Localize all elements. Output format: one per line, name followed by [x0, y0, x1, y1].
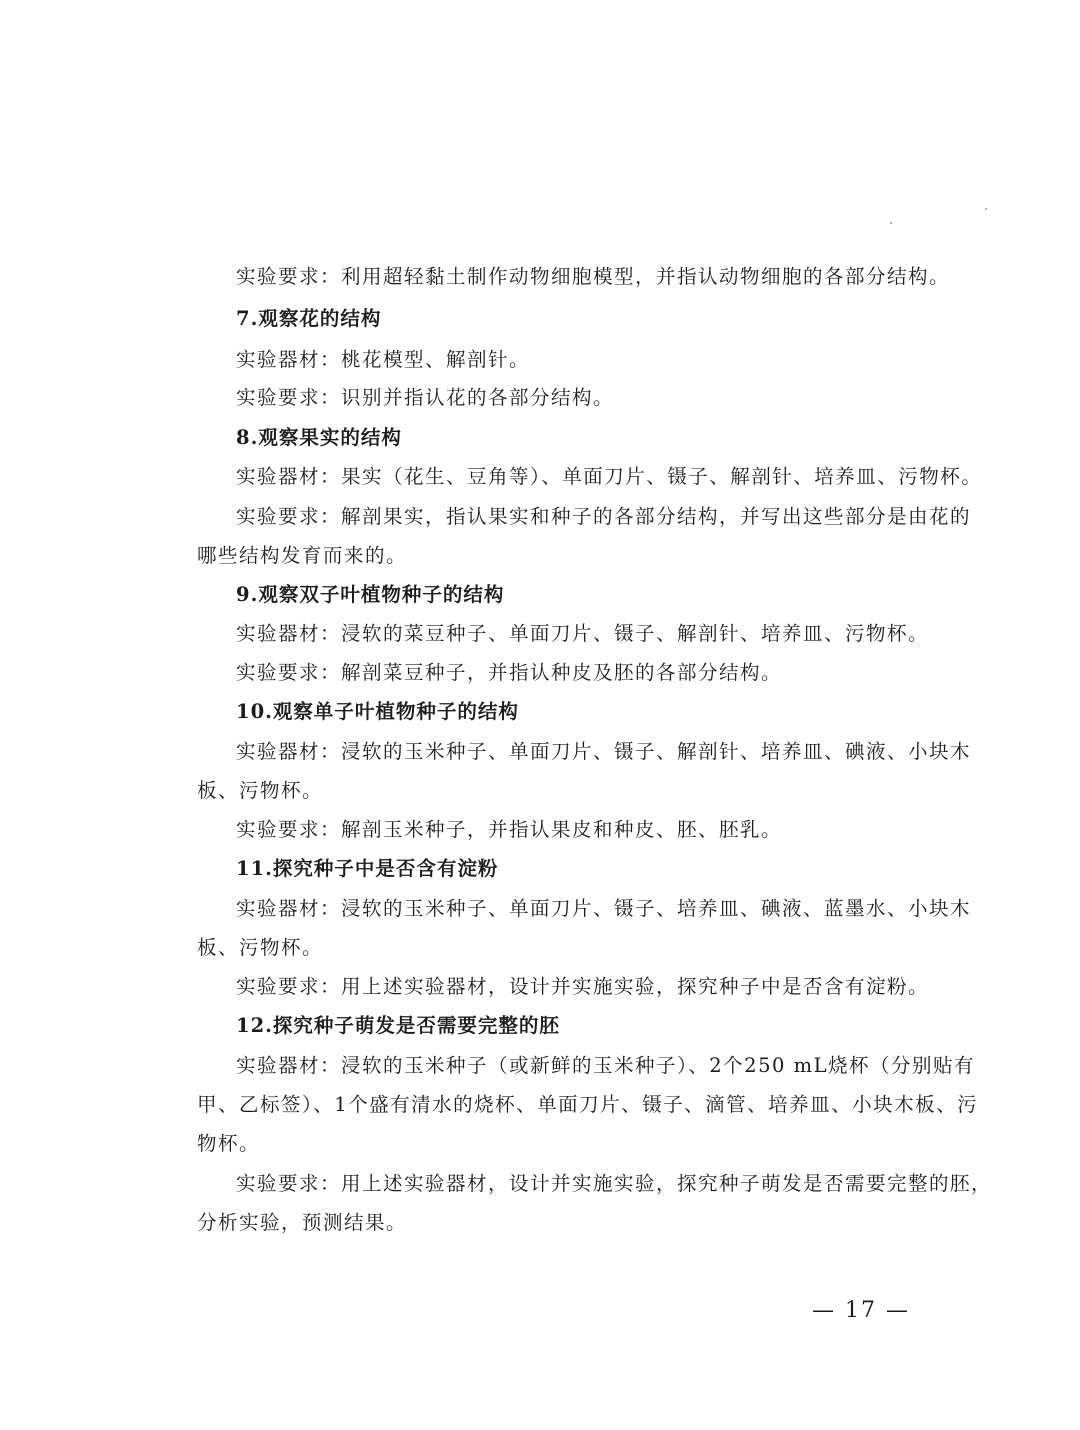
- requirement-line: 实验要求：解剖果实，指认果实和种子的各部分结构，并写出这些部分是由花的: [236, 505, 972, 528]
- materials-continuation: 物杯。: [197, 1132, 261, 1155]
- requirement-continuation: 分析实验，预测结果。: [197, 1211, 408, 1234]
- materials-continuation: 板、污物杯。: [197, 779, 324, 802]
- section-heading: 11.探究种子中是否含有淀粉: [236, 857, 499, 880]
- section-heading: 8.观察果实的结构: [236, 426, 402, 449]
- requirement-line: 实验要求：解剖玉米种子，并指认果皮和种皮、胚、胚乳。: [236, 818, 783, 841]
- materials-line: 实验器材：浸软的玉米种子（或新鲜的玉米种子）、2个250 mL烧杯（分别贴有: [236, 1054, 976, 1077]
- requirement-line: 实验要求：利用超轻黏土制作动物细胞模型，并指认动物细胞的各部分结构。: [236, 265, 951, 288]
- requirement-line: 实验要求：识别并指认花的各部分结构。: [236, 386, 615, 409]
- materials-line: 实验器材：桃花模型、解剖针。: [236, 348, 531, 371]
- section-heading: 10.观察单子叶植物种子的结构: [236, 700, 519, 723]
- scan-speck: [890, 222, 892, 224]
- section-heading: 9.观察双子叶植物种子的结构: [236, 583, 505, 606]
- materials-continuation: 板、污物杯。: [197, 936, 324, 959]
- materials-line: 实验器材：浸软的玉米种子、单面刀片、镊子、解剖针、培养皿、碘液、小块木: [236, 740, 972, 763]
- materials-line: 实验器材：浸软的玉米种子、单面刀片、镊子、培养皿、碘液、蓝墨水、小块木: [236, 897, 972, 920]
- section-heading: 7.观察花的结构: [236, 307, 382, 330]
- requirement-line: 实验要求：用上述实验器材，设计并实施实验，探究种子中是否含有淀粉。: [236, 975, 930, 998]
- requirement-line: 实验要求：用上述实验器材，设计并实施实验，探究种子萌发是否需要完整的胚，: [236, 1172, 993, 1195]
- section-heading: 12.探究种子萌发是否需要完整的胚: [236, 1014, 560, 1037]
- requirement-continuation: 哪些结构发育而来的。: [197, 544, 408, 567]
- scan-speck: [985, 208, 987, 210]
- materials-line: 实验器材：果实（花生、豆角等）、单面刀片、镊子、解剖针、培养皿、污物杯。: [236, 465, 983, 488]
- requirement-line: 实验要求：解剖菜豆种子，并指认种皮及胚的各部分结构。: [236, 661, 783, 684]
- page-number: — 17 —: [812, 1298, 910, 1323]
- materials-line: 实验器材：浸软的菜豆种子、单面刀片、镊子、解剖针、培养皿、污物杯。: [236, 622, 930, 645]
- materials-continuation: 甲、乙标签）、1个盛有清水的烧杯、单面刀片、镊子、滴管、培养皿、小块木板、污: [197, 1093, 979, 1116]
